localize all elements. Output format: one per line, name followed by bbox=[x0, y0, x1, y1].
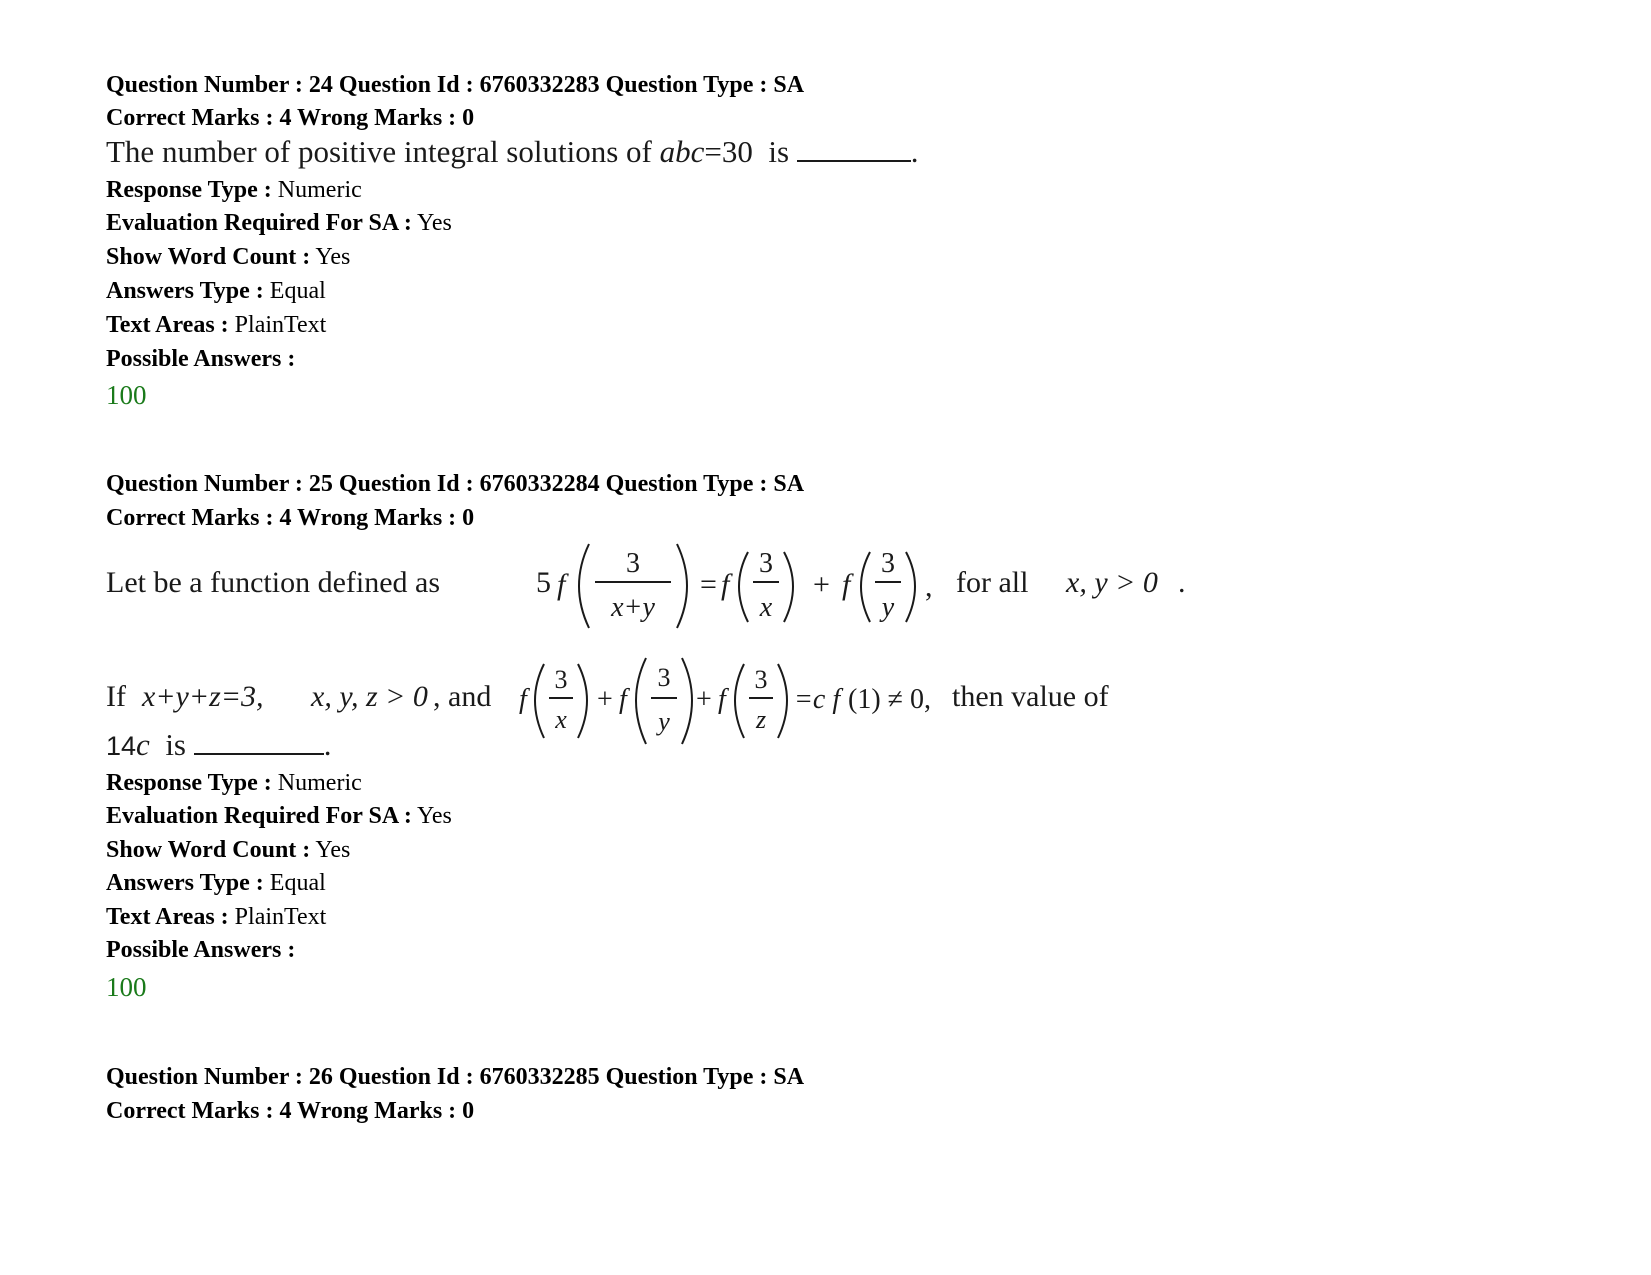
q25-eq-den1: x+y bbox=[611, 592, 655, 623]
q25-answers-type-value: Equal bbox=[269, 870, 326, 896]
q25-l2-plus1: + bbox=[597, 684, 613, 715]
q25-eq-lparen3 bbox=[861, 552, 870, 622]
q25-l2-num3: 3 bbox=[754, 665, 768, 694]
q24-answers-type-label: Answers Type : bbox=[106, 278, 264, 304]
q25-answer: 100 bbox=[106, 972, 147, 1002]
q24-answer: 100 bbox=[106, 380, 147, 410]
q25-eq-num2: 3 bbox=[759, 548, 773, 579]
q25-line1-period: . bbox=[1178, 566, 1186, 599]
q24-evaluation-label: Evaluation Required For SA : bbox=[106, 210, 412, 236]
q24-answers-type-value: Equal bbox=[269, 278, 326, 304]
q25-answers-type-label: Answers Type : bbox=[106, 870, 264, 896]
q25-l2-lparen1 bbox=[535, 664, 544, 738]
q24-text-areas-label: Text Areas : bbox=[106, 312, 229, 338]
q24-answer-blank bbox=[797, 134, 911, 162]
q25-text-areas bbox=[106, 902, 326, 932]
q24-evaluation-value: Yes bbox=[416, 210, 452, 236]
q26-header: Question Number : 26 Question Id : 6760332285 Question Type : SA bbox=[106, 1064, 805, 1090]
q24-stem-eq: =30 bbox=[704, 134, 753, 169]
q25-eq-rparen1 bbox=[677, 544, 687, 628]
q25-text-areas-value: PlainText bbox=[234, 904, 327, 930]
q25-line1-text: Let be a function defined as bbox=[106, 566, 441, 599]
q25-l2-lparen2 bbox=[636, 658, 646, 744]
q25-evaluation bbox=[106, 801, 452, 831]
q24-stem-after: is bbox=[768, 134, 790, 169]
q25-response-type bbox=[106, 768, 362, 798]
q25-eq-five: 5 bbox=[536, 566, 551, 599]
q25-l2-rhs: =c f bbox=[794, 684, 841, 715]
q25-line3-text: is bbox=[165, 727, 186, 762]
q25-line3-prefix: 14 bbox=[106, 731, 137, 761]
q25-eq-f1: f bbox=[557, 568, 566, 601]
q25-l2-rparen2 bbox=[682, 658, 692, 744]
q25-stem-line3 bbox=[106, 727, 332, 763]
q25-answers-type bbox=[106, 868, 326, 898]
q24-answers-type bbox=[106, 276, 326, 306]
q25-line2-math2: x, y, z > 0 bbox=[311, 680, 428, 713]
q25-equation1 bbox=[106, 538, 1186, 638]
q25-l2-f1: f bbox=[519, 684, 527, 715]
q25-l2-rhs-arg: (1) ≠ 0, bbox=[848, 684, 932, 715]
q25-l2-plus2: + bbox=[696, 684, 712, 715]
q25-eq-comma: , bbox=[925, 570, 933, 603]
q25-word-count bbox=[106, 835, 350, 865]
q26-marks: Correct Marks : 4 Wrong Marks : 0 bbox=[106, 1098, 475, 1124]
q25-eq-den3: y bbox=[881, 592, 895, 623]
q25-eq-rparen3 bbox=[906, 552, 915, 622]
q25-response-value: Numeric bbox=[277, 770, 362, 796]
q25-stem-line1 bbox=[106, 538, 1186, 643]
q25-l2-lparen3 bbox=[735, 664, 744, 738]
q25-l2-den3: z bbox=[755, 705, 767, 734]
q25-answer-blank bbox=[194, 727, 324, 755]
q25-eq-rparen2 bbox=[784, 552, 793, 622]
q25-wordcount-label: Show Word Count : bbox=[106, 837, 311, 863]
q25-wordcount-value: Yes bbox=[315, 837, 351, 863]
q24-response-label: Response Type : bbox=[106, 177, 272, 203]
q25-line2-and: , and bbox=[433, 680, 492, 713]
q24-word-count bbox=[106, 242, 350, 272]
q25-l2-rparen3 bbox=[778, 664, 787, 738]
q24-text-areas-value: PlainText bbox=[234, 312, 327, 338]
q25-eq-lparen1 bbox=[579, 544, 589, 628]
q24-wordcount-value: Yes bbox=[315, 244, 351, 270]
q25-eq-f3: f bbox=[842, 568, 851, 601]
q25-line3-var: c bbox=[136, 727, 150, 762]
q25-text-areas-label: Text Areas : bbox=[106, 904, 229, 930]
q25-line3-end: . bbox=[323, 727, 332, 762]
q24-stem-var: abc bbox=[659, 134, 705, 169]
q25-eq-lparen2 bbox=[739, 552, 748, 622]
q24-marks: Correct Marks : 4 Wrong Marks : 0 bbox=[106, 105, 475, 131]
q25-possible-answers-label: Possible Answers : bbox=[106, 937, 296, 963]
q25-line2-then: then value of bbox=[952, 680, 1109, 713]
q25-evaluation-label: Evaluation Required For SA : bbox=[106, 803, 412, 829]
q24-response-value: Numeric bbox=[277, 177, 362, 203]
q24-stem bbox=[106, 134, 919, 170]
q25-l2-num2: 3 bbox=[657, 663, 671, 692]
q25-l2-den1: x bbox=[555, 705, 567, 734]
q25-eq-plus: + bbox=[813, 568, 830, 601]
q25-line1-condition-text: for all bbox=[956, 566, 1029, 599]
q24-possible-answers-label: Possible Answers : bbox=[106, 346, 296, 372]
q24-response-type bbox=[106, 175, 362, 205]
q25-response-label: Response Type : bbox=[106, 770, 272, 796]
q25-l2-f2: f bbox=[619, 684, 627, 715]
q25-header: Question Number : 25 Question Id : 6760332284 Question Type : SA bbox=[106, 471, 805, 497]
q24-evaluation bbox=[106, 208, 452, 238]
q25-eq-num3: 3 bbox=[881, 548, 895, 579]
q25-l2-den2: y bbox=[658, 707, 670, 736]
q25-l2-num1: 3 bbox=[554, 665, 568, 694]
q24-header: Question Number : 24 Question Id : 6760332283 Question Type : SA bbox=[106, 72, 805, 98]
q25-line1-condition-math: x, y > 0 bbox=[1066, 566, 1158, 599]
q25-l2-rparen1 bbox=[578, 664, 587, 738]
q24-stem-end: . bbox=[910, 134, 919, 169]
q25-line2-if: If bbox=[106, 680, 126, 713]
q25-eq-den2: x bbox=[759, 592, 773, 623]
q25-eq-num1: 3 bbox=[626, 548, 640, 579]
q25-eq-f2: f bbox=[721, 568, 730, 601]
q25-line2-math1: x+y+z=3, bbox=[142, 680, 264, 713]
q25-eq-equals: = bbox=[700, 568, 717, 601]
q24-stem-before: The number of positive integral solutions of bbox=[106, 134, 652, 169]
q25-marks: Correct Marks : 4 Wrong Marks : 0 bbox=[106, 505, 475, 531]
q25-l2-f3: f bbox=[718, 684, 726, 715]
q24-wordcount-label: Show Word Count : bbox=[106, 244, 311, 270]
q25-evaluation-value: Yes bbox=[416, 803, 452, 829]
q24-text-areas bbox=[106, 310, 326, 340]
